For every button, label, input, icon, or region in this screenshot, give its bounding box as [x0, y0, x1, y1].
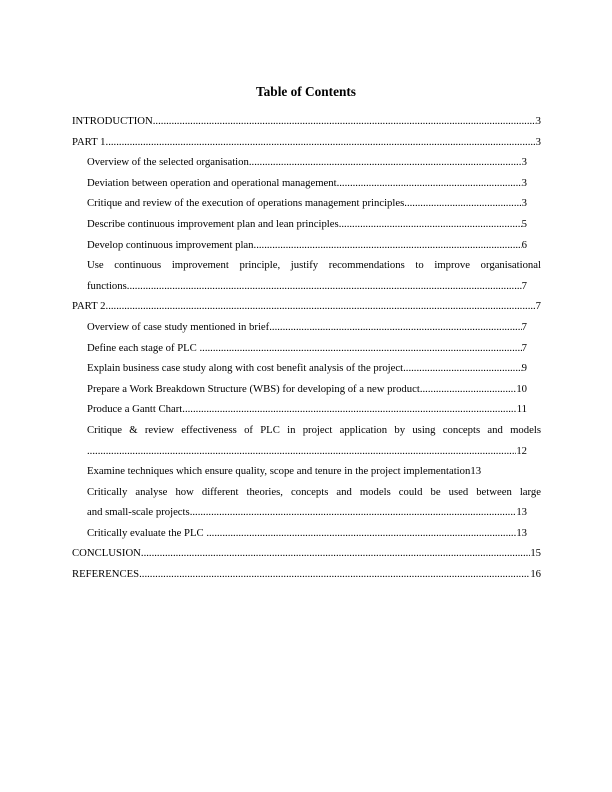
toc-entry-text: Define each stage of PLC: [87, 341, 200, 354]
toc-entry-text-line1: Critique & review effectiveness of PLC in project application by using concepts and models: [87, 423, 541, 436]
toc-entry-conclusion[interactable]: [72, 543, 541, 564]
dot-leader: [404, 193, 521, 214]
toc-entry-page: 13: [516, 506, 527, 519]
dot-leader: [206, 523, 516, 544]
toc-entry-page: 10: [516, 382, 527, 395]
toc-entry-page: 7: [521, 320, 527, 333]
toc-entry-wbs[interactable]: [72, 379, 541, 400]
toc-entry-recommendations[interactable]: [72, 255, 541, 296]
toc-entry-develop-plan[interactable]: [72, 235, 541, 256]
toc-entry-text-line2: and small-scale projects: [87, 506, 190, 519]
dot-leader: [139, 564, 530, 585]
dot-leader: [339, 214, 522, 235]
dot-leader: [199, 338, 521, 359]
toc-entry-page: 16: [530, 568, 541, 581]
toc-entry-references[interactable]: [72, 564, 541, 585]
toc-entry-introduction[interactable]: [72, 111, 541, 132]
toc-entry-text-line1: Use continuous improvement principle, justify recommendations to improve organisational: [87, 259, 541, 272]
toc-entry-page: 3: [521, 176, 527, 189]
toc-entry-gantt-chart[interactable]: [72, 399, 541, 420]
toc-entry-continuous-improvement-lean[interactable]: [72, 214, 541, 235]
toc-entry-text: INTRODUCTION: [72, 115, 153, 127]
toc-entry-text: Prepare a Work Breakdown Structure (WBS) for developing of a new product: [87, 382, 420, 395]
toc-entry-critique-operations[interactable]: [72, 193, 541, 214]
toc-entry-text: Critically evaluate the PLC: [87, 526, 207, 539]
dot-leader: [337, 173, 522, 194]
toc-entry-page: 7: [521, 341, 527, 354]
dot-leader: [420, 379, 516, 400]
toc-entry-text: Examine techniques which ensure quality, scope and tenure in the project implementation: [87, 465, 471, 478]
toc-entry-critique-plc[interactable]: [72, 420, 541, 461]
toc-entry-page: 7: [521, 279, 527, 292]
dot-leader: [254, 235, 522, 256]
toc-entry-overview-organisation[interactable]: [72, 152, 541, 173]
toc-entry-evaluate-plc[interactable]: [72, 523, 541, 544]
toc-entry-text: Deviation between operation and operational management: [87, 176, 337, 189]
toc-title: Table of Contents: [256, 84, 356, 99]
toc-entry-deviation[interactable]: [72, 173, 541, 194]
toc-entry-page: 6: [521, 238, 527, 251]
toc-entry-page: 3: [535, 135, 541, 148]
toc-entry-page: 7: [535, 300, 541, 313]
toc-entry-define-plc[interactable]: [72, 338, 541, 359]
dot-leader: [153, 111, 536, 132]
toc-entry-text: REFERENCES: [72, 568, 140, 581]
toc-entry-page: 12: [516, 444, 527, 457]
dot-leader: [127, 276, 522, 297]
dot-leader: [269, 317, 521, 338]
toc-entry-overview-case-study[interactable]: [72, 317, 541, 338]
toc-entry-part-2[interactable]: [72, 296, 541, 317]
toc-entry-part-1[interactable]: [72, 132, 541, 153]
toc-list: [72, 111, 541, 585]
toc-entry-text-line1: Critically analyse how different theories, concepts and models could be used between large: [87, 485, 541, 498]
toc-entry-page: 9: [521, 362, 527, 375]
toc-entry-page: 3: [521, 197, 527, 210]
toc-entry-text: CONCLUSION: [72, 547, 141, 560]
toc-entry-text: Develop continuous improvement plan: [87, 238, 254, 251]
toc-entry-business-case[interactable]: [72, 358, 541, 379]
dot-leader: [87, 441, 516, 462]
toc-entry-text: PART 2: [72, 300, 106, 313]
dot-leader: [190, 502, 517, 523]
toc-entry-page: 13: [516, 526, 527, 539]
dot-leader: [141, 543, 530, 564]
toc-entry-page: 3: [521, 156, 527, 169]
toc-entry-text: Critique and review of the execution of operations management principles: [87, 197, 405, 210]
toc-entry-text: Explain business case study along with cost benefit analysis of the project: [87, 362, 404, 375]
toc-entry-text: Produce a Gantt Chart: [87, 403, 183, 416]
dot-leader: [403, 358, 522, 379]
toc-entry-text: Overview of the selected organisation: [87, 156, 249, 169]
toc-entry-examine-techniques[interactable]: [72, 461, 541, 482]
toc-entry-page: 13: [470, 465, 482, 478]
toc-entry-text: Overview of case study mentioned in brief: [87, 320, 270, 333]
toc-entry-page: 15: [530, 547, 541, 560]
toc-entry-page: 5: [521, 217, 527, 230]
toc-entry-critically-analyse[interactable]: [72, 482, 541, 523]
toc-entry-text: PART 1: [72, 135, 106, 148]
toc-entry-page: 11: [516, 403, 527, 416]
toc-entry-page: 3: [535, 115, 541, 127]
dot-leader: [106, 296, 536, 317]
dot-leader: [249, 152, 522, 173]
dot-leader: [106, 132, 536, 153]
toc-entry-text: Describe continuous improvement plan and lean principles: [87, 217, 339, 230]
toc-entry-text-line2: functions: [87, 279, 127, 292]
dot-leader: [182, 399, 516, 420]
